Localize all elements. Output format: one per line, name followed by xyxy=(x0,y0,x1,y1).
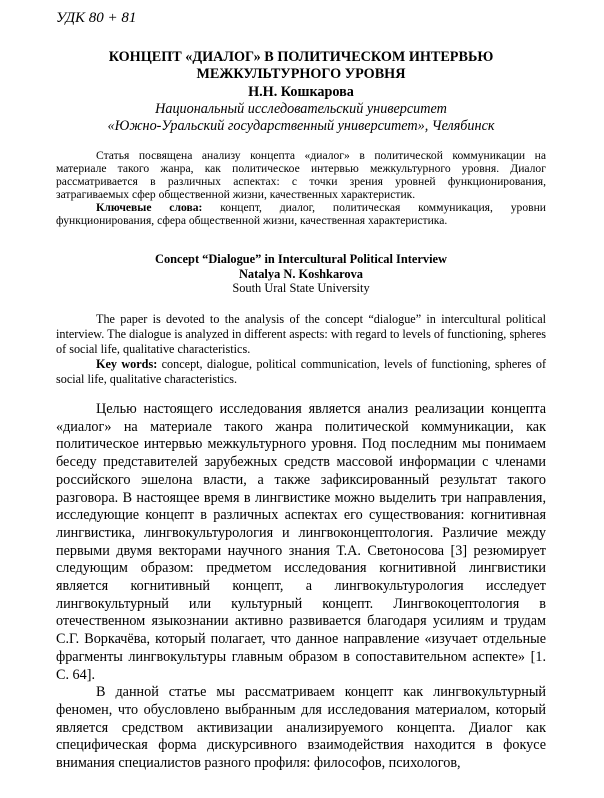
keywords-en-text: concept, dialogue, political communication, levels of functioning, spheres of social life, qualitative characteristics. xyxy=(56,357,546,386)
body-paragraph-2: В данной статье мы рассматриваем концепт как лингвокультурный феномен, что обусловлено выбранным для исследования материалом, который является средством активизации анализируемого концепта. Диалог как специфическая форма дискурсивного взаимодействия находится в фокусе внимания специалистов разного профиля: философов, психологов, xyxy=(56,684,546,772)
abstract-ru xyxy=(56,149,546,227)
author-en: Natalya N. Koshkarova xyxy=(238,266,364,281)
keywords-ru xyxy=(56,201,546,227)
keywords-ru-text: концепт, диалог, политическая коммуникация, уровни функционирования, сфера общественной жизни, качественная характеристика. xyxy=(56,201,547,227)
title-line-2: МЕЖКУЛЬТУРНОГО УРОВНЯ xyxy=(196,66,406,82)
abstract-en-text: The paper is devoted to the analysis of the concept “dialogue” in intercultural political interview. The dialogue is analyzed in different aspects: with regard to levels of functioning, spheres of social life, qualitative characteristics. xyxy=(56,312,546,356)
article-title-ru xyxy=(56,49,546,83)
abstract-ru-text: Статья посвящена анализу концепта «диалог» в политической коммуникации на материале такого жанра, как политическое интервью межкультурного уровня. Диалог рассматривается в различных аспектах: с точки зрения уровней функционирования, затрагиваемых сфер общественной жизни, качественных характеристик. xyxy=(56,149,546,201)
keywords-en xyxy=(56,357,546,387)
author-ru: Н.Н. Кошкарова xyxy=(248,84,354,100)
affiliation-line-1: Национальный исследовательский университет xyxy=(155,101,447,117)
body-paragraph-1: Целью настоящего исследования является анализ реализации концепта «диалог» на материале такого жанра политической коммуникации, как политическое интервью межкультурного уровня. Под последним мы понимаем беседу представителей зарубежных средств массовой информации с членами российского эшелона власти, а также зафиксированный результат такого разговора. В настоящее время в лингвистике можно выделить три направления, исследующие концепт в различных аспектах его существования: когнитивная лингвистика, лингвокультурология и лингвоконцептология. Различие между первыми двумя векторами научного знания Т.А. Светоносова [3] резюмирует следующим образом: предметом исследования когнитивной лингвистики является когнитивный концепт, а лингвокультурология исследует лингвокультурный или культурный концепт. Лингвокоцептология в отечественном языкознании активно развивается благодаря усилиям и трудам С.Г. Воркачёва, который полагает, что данное направление «изучает отдельные фрагменты лингвокультуры главным образом в сопоставительном аспекте» [1. С. 64]. xyxy=(56,401,546,683)
title-line-1: КОНЦЕПТ «ДИАЛОГ» В ПОЛИТИЧЕСКОМ ИНТЕРВЬЮ xyxy=(108,49,494,65)
affiliation-en: South Ural State University xyxy=(232,281,370,295)
abstract-en xyxy=(56,312,546,387)
affiliation-line-2: «Южно-Уральский государственный университет», Челябинск xyxy=(107,118,495,134)
article-body xyxy=(56,401,546,773)
keywords-en-label: Key words: xyxy=(96,357,158,371)
keywords-ru-label: Ключевые слова: xyxy=(96,201,203,214)
udk-code: УДК 80 + 81 xyxy=(56,10,137,26)
article-header-en xyxy=(56,252,546,296)
article-title-en: Concept “Dialogue” in Intercultural Political Interview xyxy=(155,252,447,266)
affiliation-ru xyxy=(56,101,546,135)
